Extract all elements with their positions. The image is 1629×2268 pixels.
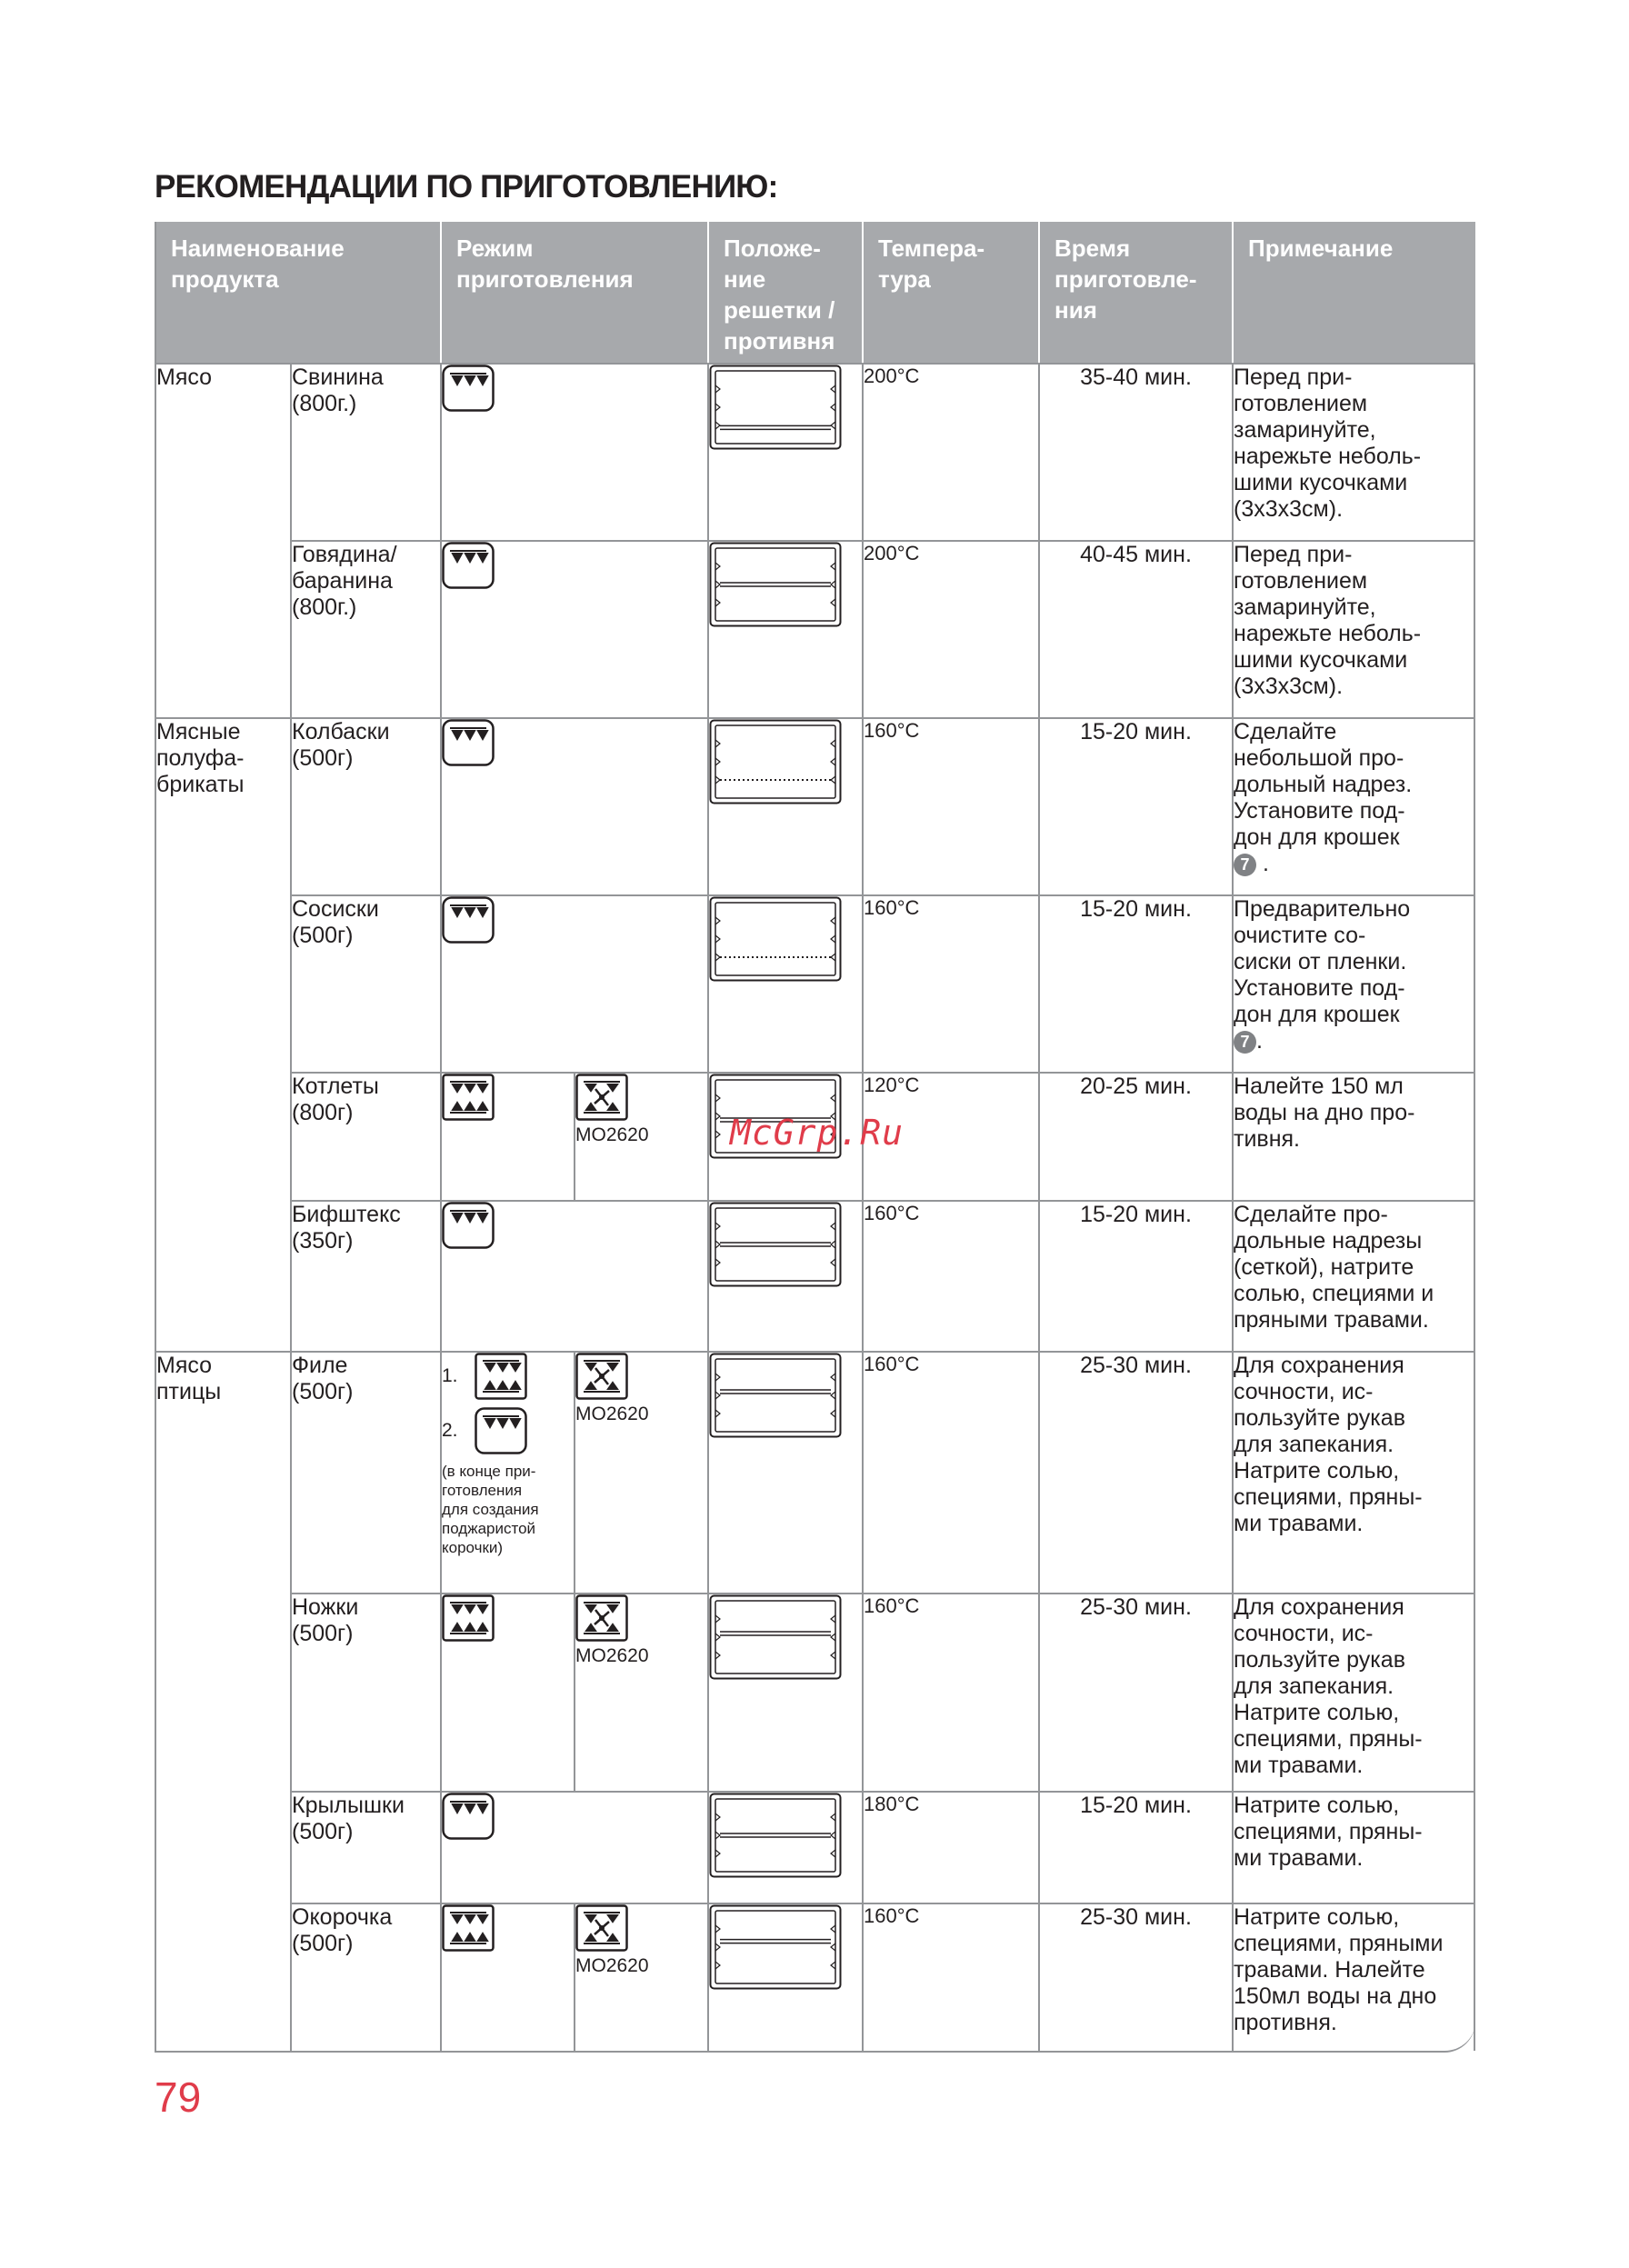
rack-position-icon	[709, 896, 862, 982]
group-cell-semi-finished: Мясные полуфа- брикаты	[156, 717, 292, 1351]
top-heat-icon	[442, 1793, 707, 1840]
page-title: РЕКОМЕНДАЦИИ ПО ПРИГОТОВЛЕНИЮ:	[155, 169, 778, 205]
product-cell: Сосиски (500г)	[292, 894, 442, 1072]
crumb-tray-number-badge: 7	[1234, 1031, 1256, 1054]
convection-fan-icon	[575, 1594, 707, 1642]
alt-mode-cell	[575, 1593, 709, 1791]
time-cell: 40-45 мин.	[1040, 540, 1234, 717]
mode-cell	[442, 540, 709, 717]
temp-cell: 180°C	[864, 1791, 1040, 1903]
temp-cell: 160°C	[864, 1593, 1040, 1791]
mode-note: (в конце при- готовления для создания поджаристой корочки)	[442, 1463, 539, 1556]
notes-cell: Для сохранения сочности, ис- пользуйте рукав для запекания. Натрите солью, специями, пряны- ми травами.	[1234, 1351, 1475, 1593]
product-cell: Ножки (500г)	[292, 1593, 442, 1791]
table-row	[156, 1903, 1475, 2051]
table-row	[156, 1200, 1475, 1351]
mode-cell	[442, 894, 709, 1072]
time-cell: 25-30 мин.	[1040, 1593, 1234, 1791]
top-heat-icon	[442, 1202, 707, 1249]
notes-cell: Перед при- готовлением замаринуйте, нарежьте неболь- шими кусочками (3х3х3см).	[1234, 363, 1475, 540]
temp-cell: 160°C	[864, 1351, 1040, 1593]
rack-position-icon	[709, 1202, 862, 1287]
header-notes: Примечание	[1234, 222, 1475, 363]
notes-cell: Сделайте небольшой про- дольный надрез. Установите под- дон для крошек 7 .	[1234, 717, 1475, 894]
model-label: MO2620	[575, 1955, 649, 1976]
rack-cell	[709, 1200, 864, 1351]
table-row	[156, 717, 1475, 894]
top-bottom-heat-icon	[442, 1904, 574, 1952]
time-cell: 15-20 мин.	[1040, 1200, 1234, 1351]
rack-position-icon	[709, 365, 862, 450]
top-heat-icon	[475, 1407, 527, 1454]
top-heat-icon	[442, 365, 707, 412]
mode-cell	[442, 1903, 575, 2051]
temp-cell: 160°C	[864, 717, 1040, 894]
rack-cell	[709, 894, 864, 1072]
crumb-tray-number-badge: 7	[1234, 854, 1256, 876]
convection-fan-icon	[575, 1353, 707, 1400]
notes-cell: Сделайте про- дольные надрезы (сеткой), натрите солью, специями и пряными травами.	[1234, 1200, 1475, 1351]
notes-cell: Перед при- готовлением замаринуйте, нарежьте неболь- шими кусочками (3х3х3см).	[1234, 540, 1475, 717]
mode-cell	[442, 1072, 575, 1200]
convection-fan-icon	[575, 1904, 707, 1952]
top-heat-icon	[442, 542, 707, 589]
top-bottom-heat-icon	[442, 1074, 574, 1121]
header-temp: Темпера- тура	[864, 222, 1040, 363]
rack-position-icon	[709, 1594, 862, 1680]
group-cell-meat: Мясо	[156, 363, 292, 717]
top-bottom-heat-icon	[442, 1594, 574, 1642]
product-cell: Крылышки (500г)	[292, 1791, 442, 1903]
product-cell: Колбаски (500г)	[292, 717, 442, 894]
mode-cell	[442, 363, 709, 540]
mode-cell	[442, 1351, 575, 1593]
rack-position-icon	[709, 1904, 862, 1990]
product-cell: Говядина/ баранина (800г.)	[292, 540, 442, 717]
rack-cell	[709, 717, 864, 894]
table-row	[156, 1351, 1475, 1593]
mode-cell	[442, 717, 709, 894]
rack-position-icon	[709, 719, 862, 804]
notes-cell: Для сохранения сочности, ис- пользуйте рукав для запекания. Натрите солью, специями, пряны- ми травами.	[1234, 1593, 1475, 1791]
mode-cell	[442, 1200, 709, 1351]
top-heat-icon	[442, 719, 707, 766]
mode-step-1: 1.	[442, 1353, 574, 1400]
alt-mode-cell	[575, 1903, 709, 2051]
watermark: McGrp.Ru	[730, 1113, 904, 1153]
table-row	[156, 1791, 1475, 1903]
notes-cell: Предварительно очистите со- сиски от пленки. Установите под- дон для крошек 7 .	[1234, 894, 1475, 1072]
time-cell: 35-40 мин.	[1040, 363, 1234, 540]
product-cell: Свинина (800г.)	[292, 363, 442, 540]
rack-cell	[709, 1903, 864, 2051]
time-cell: 25-30 мин.	[1040, 1351, 1234, 1593]
alt-mode-cell	[575, 1072, 709, 1200]
top-heat-icon	[442, 896, 707, 944]
time-cell: 20-25 мин.	[1040, 1072, 1234, 1200]
notes-cell: Налейте 150 мл воды на дно про- тивня.	[1234, 1072, 1475, 1200]
product-cell: Филе (500г)	[292, 1351, 442, 1593]
page-number: 79	[155, 2073, 202, 2121]
temp-cell: 200°C	[864, 363, 1040, 540]
time-cell: 15-20 мин.	[1040, 1791, 1234, 1903]
header-rack: Положе- ние решетки / противня	[709, 222, 864, 363]
rack-cell	[709, 363, 864, 540]
time-cell: 15-20 мин.	[1040, 717, 1234, 894]
notes-cell: Натрите солью, специями, пряными травами. Налейте 150мл воды на дно противня.	[1234, 1903, 1475, 2051]
header-mode: Режим приготовления	[442, 222, 709, 363]
header-time: Время приготовле- ния	[1040, 222, 1234, 363]
rack-position-icon	[709, 542, 862, 627]
notes-cell: Натрите солью, специями, пряны- ми травами.	[1234, 1791, 1475, 1903]
product-cell: Котлеты (800г)	[292, 1072, 442, 1200]
convection-fan-icon	[575, 1074, 707, 1121]
temp-cell: 160°C	[864, 894, 1040, 1072]
rack-cell	[709, 1791, 864, 1903]
rack-cell	[709, 540, 864, 717]
temp-cell: 200°C	[864, 540, 1040, 717]
temp-cell: 160°C	[864, 1200, 1040, 1351]
rack-cell	[709, 1351, 864, 1593]
alt-mode-cell	[575, 1351, 709, 1593]
time-cell: 25-30 мин.	[1040, 1903, 1234, 2051]
table-row	[156, 540, 1475, 717]
rack-cell	[709, 1593, 864, 1791]
temp-cell: 160°C	[864, 1903, 1040, 2051]
time-cell: 15-20 мин.	[1040, 894, 1234, 1072]
table-row	[156, 363, 1475, 540]
mode-cell	[442, 1593, 575, 1791]
table-row	[156, 894, 1475, 1072]
model-label: MO2620	[575, 1124, 649, 1145]
rack-position-icon	[709, 1793, 862, 1878]
rack-position-icon	[709, 1353, 862, 1438]
product-cell: Окорочка (500г)	[292, 1903, 442, 2051]
group-cell-poultry: Мясо птицы	[156, 1351, 292, 2051]
header-product: Наименование продукта	[156, 222, 442, 363]
table-row	[156, 1593, 1475, 1791]
mode-step-2: 2.	[442, 1407, 574, 1454]
model-label: MO2620	[575, 1404, 649, 1424]
mode-cell	[442, 1791, 709, 1903]
product-cell: Бифштекс (350г)	[292, 1200, 442, 1351]
table-header-row	[156, 222, 1475, 363]
top-bottom-heat-icon	[475, 1353, 527, 1400]
temp-cell: 120°C	[864, 1072, 1040, 1200]
model-label: MO2620	[575, 1645, 649, 1666]
